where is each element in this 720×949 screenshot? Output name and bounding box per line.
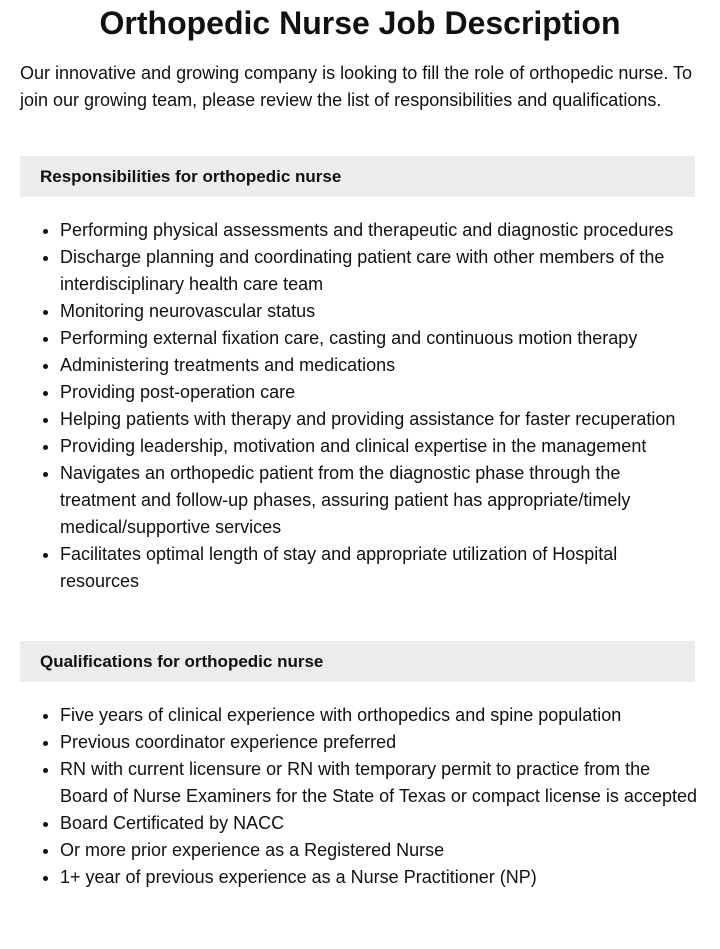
list-item: • Helping patients with therapy and providing assistance for faster recuperation [60,406,700,433]
list-item: • Providing post-operation care [60,379,700,406]
list-item: • RN with current licensure or RN with temporary permit to practice from the Board of Nurse Examiners for the State of Texas or compact license is accepted [60,756,700,810]
list-item: • Performing physical assessments and therapeutic and diagnostic procedures [60,217,700,244]
qualifications-heading: Qualifications for orthopedic nurse [20,641,695,682]
list-item: • Navigates an orthopedic patient from the diagnostic phase through the treatment and follow-up phases, assuring patient has appropriate/timely medical/supportive services [60,460,700,541]
list-item: • Previous coordinator experience preferred [60,729,700,756]
list-item: • Monitoring neurovascular status [60,298,700,325]
list-item: • Five years of clinical experience with orthopedics and spine population [60,702,700,729]
list-item: • Discharge planning and coordinating patient care with other members of the interdisciplinary health care team [60,244,700,298]
responsibilities-list [20,217,700,595]
list-item: • Facilitates optimal length of stay and appropriate utilization of Hospital resources [60,541,700,595]
intro-paragraph: Our innovative and growing company is looking to fill the role of orthopedic nurse. To join our growing team, please review the list of responsibilities and qualifications. [20,63,693,110]
list-item: • Administering treatments and medications [60,352,700,379]
list-item: • Performing external fixation care, casting and continuous motion therapy [60,325,700,352]
list-item: • Providing leadership, motivation and clinical expertise in the management [60,433,700,460]
list-item: • Board Certificated by NACC [60,810,700,837]
page-title: Orthopedic Nurse Job Description [99,5,621,41]
list-item: • Or more prior experience as a Registered Nurse [60,837,700,864]
list-item: • 1+ year of previous experience as a Nurse Practitioner (NP) [60,864,700,891]
qualifications-list [20,702,700,891]
responsibilities-heading: Responsibilities for orthopedic nurse [20,156,695,197]
